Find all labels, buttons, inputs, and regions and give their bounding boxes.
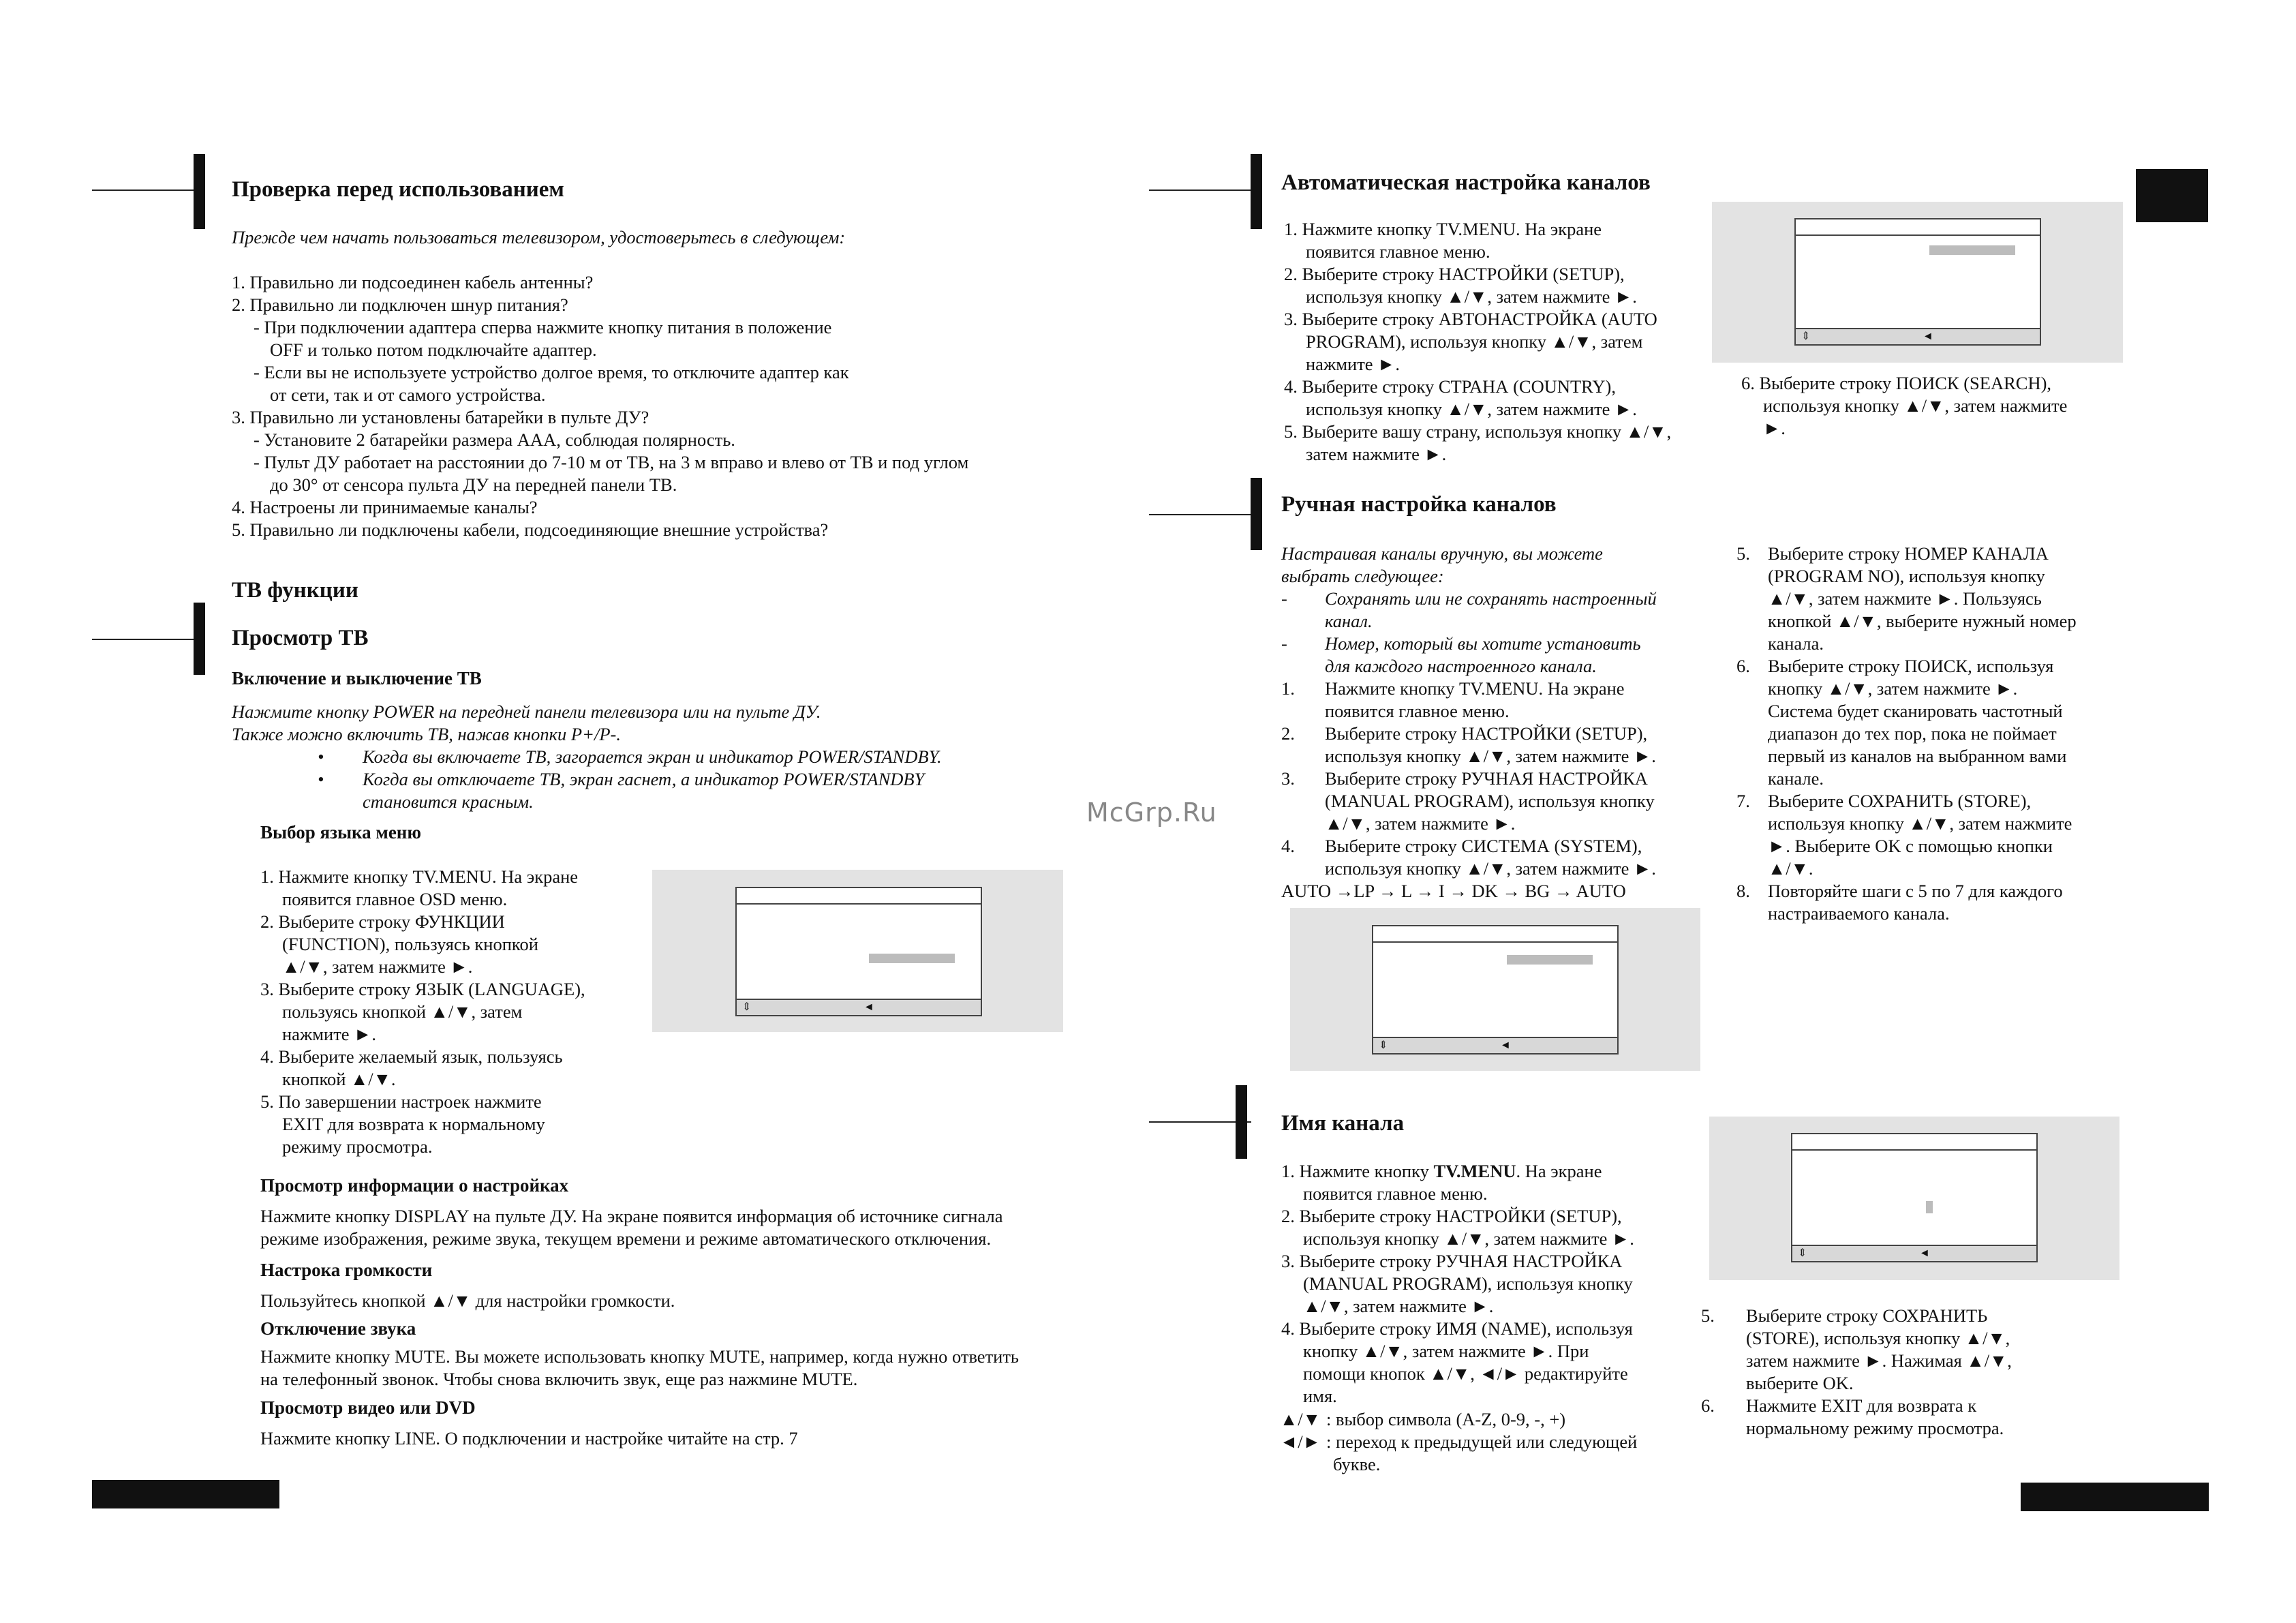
list-item <box>1281 610 1717 633</box>
list-item-text: для каждого настроенного канала. <box>1325 656 1597 676</box>
left-header-bar-1 <box>194 154 205 229</box>
text-line: нажмите ►. <box>1306 354 1400 374</box>
name-steps <box>1281 1183 1717 1408</box>
auto-steps <box>1284 218 1720 466</box>
menu-highlight <box>869 954 955 963</box>
text-line: ►. <box>1763 418 1786 438</box>
manual-intro-2: выбрать следующее: <box>1281 566 1444 586</box>
manual-steps <box>1281 588 1717 880</box>
view-title: Просмотр ТВ <box>232 626 369 650</box>
video-line-1: Нажмите кнопку LINE. О подключении и настройке читайте на стр. 7 <box>260 1428 798 1448</box>
text-line: нажмите ►. <box>282 1024 377 1044</box>
list-item <box>1736 790 2173 813</box>
updown-icon: ⇕ <box>1798 1247 1807 1259</box>
menu-title-bar <box>737 888 981 905</box>
list-item-number: 1. <box>1281 678 1295 699</box>
list-item <box>1281 700 1717 723</box>
list-item-text: первый из каналов на выбранном вами <box>1768 746 2067 766</box>
text-line: режиму просмотра. <box>282 1136 433 1157</box>
list-item-number: - <box>1281 633 1287 654</box>
list-item <box>1736 543 2173 565</box>
list-item-text: Выберите строку ПОИСК, используя <box>1768 656 2054 676</box>
mute-line-1: Нажмите кнопку MUTE. Вы можете использовать кнопку MUTE, например, когда нужно ответить <box>260 1346 1019 1367</box>
list-item <box>1701 1417 2137 1440</box>
list-item-text: Нажмите кнопку TV.MENU. На экране <box>1325 678 1625 699</box>
list-item-text: Выберите строку НАСТРОЙКИ (SETUP), <box>1325 723 1648 744</box>
text-line: EXIT для возврата к нормальному <box>282 1114 545 1134</box>
text-line: кнопкой ▲/▼. <box>282 1069 396 1089</box>
text-line: появится главное OSD меню. <box>282 889 508 909</box>
list-item-number <box>1281 745 1325 768</box>
info-line-2: режиме изображения, режиме звука, текущем времени и режиме автоматического отключения. <box>260 1228 992 1249</box>
list-item <box>1701 1327 2137 1350</box>
mute-title: Отключение звука <box>260 1318 416 1339</box>
updown-icon: ⇕ <box>1801 331 1811 342</box>
info-title: Просмотр информации о настройках <box>260 1175 569 1196</box>
text-line: - При подключении адаптера сперва нажмите кнопку питания в положение <box>254 317 832 337</box>
list-item <box>1281 633 1717 655</box>
list-item-text: канала. <box>1768 633 1824 654</box>
onoff-line-2: Также можно включить ТВ, нажав кнопки P+/P-. <box>232 724 621 744</box>
list-item-text: затем нажмите ►. Нажимая ▲/▼, <box>1746 1350 2012 1371</box>
list-item-number <box>1736 678 1768 700</box>
list-item-number: 2. <box>1281 723 1295 744</box>
list-item-number <box>1736 723 1768 745</box>
check-intro: Прежде чем начать пользоваться телевизором, удостоверьтесь в следующем: <box>232 227 846 247</box>
menu-footer <box>1792 1245 2036 1261</box>
text-line: пользуясь кнопкой ▲/▼, затем <box>282 1001 523 1022</box>
list-item-number <box>1701 1417 1746 1440</box>
list-item-text: ▲/▼, затем нажмите ►. Пользуясь <box>1768 588 2042 609</box>
text-line: 1. Правильно ли подсоединен кабель антенны? <box>232 272 594 292</box>
language-title: Выбор языка меню <box>260 822 421 843</box>
list-item-number <box>1281 813 1325 835</box>
info-line-1: Нажмите кнопку DISPLAY на пульте ДУ. На экране появится информация об источнике сигнала <box>260 1206 1003 1226</box>
text-line: 3. Правильно ли установлены батарейки в пульте ДУ? <box>232 407 649 427</box>
menu-highlight <box>1507 955 1593 965</box>
right-header-rule-1 <box>1149 189 1251 191</box>
text-line: до 30° от сенсора пульта ДУ на передней панели ТВ. <box>270 474 677 495</box>
name-steps-right <box>1701 1305 2137 1440</box>
list-item-number: 4. <box>1281 836 1295 856</box>
list-item <box>1281 835 1717 858</box>
volume-line-1: Пользуйтесь кнопкой ▲/▼ для настройки громкости. <box>260 1290 675 1311</box>
text-line: затем нажмите ►. <box>1306 444 1447 464</box>
list-item <box>1736 700 2173 723</box>
list-item-text: Повторяйте шаги с 5 по 7 для каждого <box>1768 881 2063 901</box>
left-header-rule-1 <box>92 189 194 191</box>
right-header-bar-3 <box>1236 1085 1247 1159</box>
list-item <box>1281 858 1717 880</box>
list-item <box>1736 565 2173 588</box>
list-item-number <box>1701 1327 1746 1350</box>
list-item <box>1701 1305 2137 1327</box>
list-item <box>1281 745 1717 768</box>
list-item-text: кнопкой ▲/▼, выберите нужный номер <box>1768 611 2077 631</box>
list-item <box>1736 655 2173 678</box>
list-item-text: (STORE), используя кнопку ▲/▼, <box>1746 1328 2010 1348</box>
list-item <box>1281 723 1717 745</box>
list-item-number <box>1281 655 1325 678</box>
left-arrow-icon: ◄ <box>1500 1040 1511 1051</box>
check-title: Проверка перед использованием <box>232 177 564 202</box>
text-line: - Если вы не используете устройство долгое время, то отключите адаптер как <box>254 362 849 382</box>
text-line: 1. Нажмите кнопку TV.MENU. На экране <box>260 866 579 887</box>
menu-screen <box>1791 1133 2038 1262</box>
list-item-number <box>1736 588 1768 610</box>
list-item <box>1736 902 2173 925</box>
volume-title: Настрока громкости <box>260 1260 433 1280</box>
auto-title: Автоматическая настройка каналов <box>1281 170 1651 195</box>
left-arrow-icon: ◄ <box>1919 1247 1930 1259</box>
list-item-number: 8. <box>1736 881 1750 901</box>
right-header-rule-2 <box>1149 514 1251 515</box>
list-item <box>1736 813 2173 835</box>
menu-cursor <box>1926 1201 1933 1213</box>
menu-title-bar <box>1373 926 1617 943</box>
text-line: имя. <box>1303 1386 1337 1406</box>
menu-illustration-name <box>1709 1117 2119 1280</box>
text-line: 5. Выберите вашу страну, используя кнопку ▲/▼, <box>1284 421 1672 442</box>
list-item <box>1701 1372 2137 1395</box>
list-item-text: Система будет сканировать частотный <box>1768 701 2063 721</box>
menu-footer <box>1796 328 2040 344</box>
right-footer-block <box>2021 1483 2209 1511</box>
list-item <box>1281 655 1717 678</box>
list-item <box>1736 588 2173 610</box>
onoff-bullet-dot-1: • <box>318 746 324 767</box>
manual-intro-1: Настраивая каналы вручную, вы можете <box>1281 543 1603 564</box>
list-item-text: выберите OK. <box>1746 1373 1854 1393</box>
menu-title-bar <box>1796 219 2040 236</box>
list-item <box>1736 633 2173 655</box>
manual-title: Ручная настройка каналов <box>1281 492 1557 517</box>
name-step-1-pre: 1. Нажмите кнопку <box>1281 1161 1434 1181</box>
text-line: 2. Выберите строку ФУНКЦИИ <box>260 911 505 932</box>
list-item-number <box>1281 858 1325 880</box>
language-steps <box>260 866 642 1158</box>
text-line: появится главное меню. <box>1303 1183 1488 1204</box>
list-item-text: Выберите строку НОМЕР КАНАЛА <box>1768 543 2049 564</box>
text-line: 4. Выберите желаемый язык, пользуясь <box>260 1046 563 1067</box>
text-line: помощи кнопок ▲/▼, ◄/► редактируйте <box>1303 1363 1628 1384</box>
menu-footer <box>1373 1037 1617 1053</box>
text-line: 1. Нажмите кнопку TV.MENU. На экране <box>1284 219 1602 239</box>
list-item-number: 7. <box>1736 791 1750 811</box>
list-item-number <box>1281 610 1325 633</box>
list-item-number <box>1736 858 1768 880</box>
list-item-text: используя кнопку ▲/▼, затем нажмите <box>1768 813 2072 834</box>
list-item-number: 6. <box>1736 656 1750 676</box>
list-item-number: 3. <box>1281 768 1295 789</box>
list-item-text: нормальному режиму просмотра. <box>1746 1418 2004 1438</box>
list-item-text: ►. Выберите OK с помощью кнопки <box>1768 836 2053 856</box>
list-item <box>1701 1395 2137 1417</box>
list-item-text: появится главное меню. <box>1325 701 1510 721</box>
list-item-number <box>1736 768 1768 790</box>
text-line: 3. Выберите строку АВТОНАСТРОЙКА (AUTO <box>1284 309 1657 329</box>
list-item-number <box>1736 835 1768 858</box>
list-item <box>1736 610 2173 633</box>
text-line: 3. Выберите строку ЯЗЫК (LANGUAGE), <box>260 979 585 999</box>
text-line: 4. Выберите строку ИМЯ (NAME), используя <box>1281 1318 1633 1339</box>
name-title: Имя канала <box>1281 1111 1405 1136</box>
left-arrow-icon: ◄ <box>863 1001 874 1013</box>
manual-steps-right <box>1736 543 2173 925</box>
list-item <box>1736 835 2173 858</box>
text-line: от сети, так и от самого устройства. <box>270 384 546 405</box>
menu-title-bar <box>1792 1134 2036 1151</box>
list-item-number <box>1701 1350 1746 1372</box>
list-item-text: кнопку ▲/▼, затем нажмите ►. <box>1768 678 2018 699</box>
onoff-bullet-2b: становится красным. <box>363 791 534 812</box>
list-item-number <box>1736 700 1768 723</box>
text-line: используя кнопку ▲/▼, затем нажмите ►. <box>1303 1228 1634 1249</box>
text-line: OFF и только потом подключайте адаптер. <box>270 339 597 360</box>
left-header-rule-2 <box>92 639 194 640</box>
menu-illustration-language <box>652 870 1063 1032</box>
text-line: - Установите 2 батарейки размера AAA, соблюдая полярность. <box>254 429 735 450</box>
text-line: используя кнопку ▲/▼, затем нажмите ►. <box>1306 399 1637 419</box>
list-item <box>1736 678 2173 700</box>
list-item-text: ▲/▼, затем нажмите ►. <box>1325 813 1516 834</box>
list-item-number: 6. <box>1701 1395 1715 1416</box>
menu-footer <box>737 999 981 1015</box>
list-item-number <box>1281 790 1325 813</box>
text-line: 2. Правильно ли подключен шнур питания? <box>232 294 568 315</box>
updown-icon: ⇕ <box>742 1001 752 1013</box>
list-item <box>1736 768 2173 790</box>
list-item <box>1736 880 2173 902</box>
check-list <box>232 271 1118 541</box>
list-item-text: канал. <box>1325 611 1373 631</box>
list-item-number <box>1736 813 1768 835</box>
menu-illustration-manual <box>1290 908 1700 1071</box>
name-key-2: ◄/► <box>1280 1431 1321 1452</box>
list-item-text: настраиваемого канала. <box>1768 903 1950 924</box>
right-header-bar-1 <box>1251 154 1262 229</box>
name-key-2-desc-2: букве. <box>1333 1454 1381 1474</box>
right-corner-tab <box>2136 169 2208 222</box>
list-item-number <box>1736 633 1768 655</box>
text-line: 6. Выберите строку ПОИСК (SEARCH), <box>1741 373 2052 393</box>
text-line: появится главное меню. <box>1306 241 1490 262</box>
menu-screen <box>1372 925 1619 1055</box>
list-item-text: ▲/▼. <box>1768 858 1813 879</box>
right-header-bar-2 <box>1251 478 1262 550</box>
text-line: используя кнопку ▲/▼, затем нажмите ►. <box>1306 286 1637 307</box>
list-item <box>1281 588 1717 610</box>
text-line: 3. Выберите строку РУЧНАЯ НАСТРОЙКА <box>1281 1251 1623 1271</box>
menu-screen <box>1794 218 2041 346</box>
list-item-number: - <box>1281 588 1287 609</box>
left-header-bar-2 <box>194 603 205 675</box>
onoff-bullet-2a: Когда вы отключаете ТВ, экран гаснет, а индикатор POWER/STANDBY <box>363 769 925 789</box>
onoff-line-1: Нажмите кнопку POWER на передней панели телевизора или на пульте ДУ. <box>232 701 821 722</box>
list-item-number <box>1736 745 1768 768</box>
text-line: 5. По завершении настроек нажмите <box>260 1091 542 1112</box>
list-item-text: Выберите СОХРАНИТЬ (STORE), <box>1768 791 2032 811</box>
text-line: 5. Правильно ли подключены кабели, подсоединяющие внешние устройства? <box>232 519 829 540</box>
list-item-text: диапазон до тех пор, пока не поймает <box>1768 723 2057 744</box>
name-key-1: ▲/▼ <box>1280 1409 1321 1429</box>
menu-screen <box>735 887 982 1016</box>
menu-illustration-auto <box>1712 202 2123 363</box>
text-line: ▲/▼, затем нажмите ►. <box>282 956 473 977</box>
list-item-text: Номер, который вы хотите установить <box>1325 633 1641 654</box>
list-item-text: Выберите строку РУЧНАЯ НАСТРОЙКА <box>1325 768 1648 789</box>
auto-step-6 <box>1741 372 2150 440</box>
list-item-number: 5. <box>1736 543 1750 564</box>
updown-icon: ⇕ <box>1379 1040 1388 1051</box>
list-item-number <box>1736 610 1768 633</box>
left-footer-block <box>92 1480 279 1508</box>
list-item-text: Сохранять или не сохранять настроенный <box>1325 588 1657 609</box>
manual-system-sequence: AUTO →LP → L → I → DK → BG → AUTO <box>1281 881 1626 901</box>
text-line: PROGRAM), используя кнопку ▲/▼, затем <box>1306 331 1643 352</box>
list-item-text: (MANUAL PROGRAM), используя кнопку <box>1325 791 1655 811</box>
text-line: (MANUAL PROGRAM), используя кнопку <box>1303 1273 1633 1294</box>
text-line: ▲/▼, затем нажмите ►. <box>1303 1296 1494 1316</box>
list-item-number <box>1736 902 1768 925</box>
menu-highlight <box>1929 245 2015 255</box>
onoff-title: Включение и выключение ТВ <box>232 668 482 688</box>
list-item <box>1736 858 2173 880</box>
text-line: (FUNCTION), пользуясь кнопкой <box>282 934 538 954</box>
onoff-bullet-1: Когда вы включаете ТВ, загорается экран и индикатор POWER/STANDBY. <box>363 746 942 767</box>
list-item <box>1281 790 1717 813</box>
list-item-number: 5. <box>1701 1305 1715 1326</box>
text-line: используя кнопку ▲/▼, затем нажмите <box>1763 395 2068 416</box>
functions-title: ТВ функции <box>232 578 358 603</box>
mute-line-2: на телефонный звонок. Чтобы снова включить звук, еще раз нажмине MUTE. <box>260 1369 858 1389</box>
list-item <box>1281 813 1717 835</box>
list-item-text: Выберите строку СИСТЕМА (SYSTEM), <box>1325 836 1642 856</box>
text-line: 2. Выберите строку НАСТРОЙКИ (SETUP), <box>1281 1206 1622 1226</box>
list-item-number <box>1281 700 1325 723</box>
list-item-text: (PROGRAM NO), используя кнопку <box>1768 566 2045 586</box>
watermark: McGrp.Ru <box>1086 798 1217 828</box>
list-item-text: канале. <box>1768 768 1824 789</box>
name-step-1 <box>1281 1160 1602 1183</box>
list-item-text: используя кнопку ▲/▼, затем нажмите ►. <box>1325 746 1656 766</box>
text-line: 4. Выберите строку СТРАНА (COUNTRY), <box>1284 376 1616 397</box>
list-item <box>1736 723 2173 745</box>
name-step-1-key: TV.MENU <box>1433 1161 1516 1181</box>
list-item-number <box>1701 1372 1746 1395</box>
text-line: - Пульт ДУ работает на расстоянии до 7-10 м от ТВ, на 3 м вправо и влево от ТВ и под углом <box>254 452 969 472</box>
list-item-text: Выберите строку СОХРАНИТЬ <box>1746 1305 1988 1326</box>
list-item-text: Нажмите EXIT для возврата к <box>1746 1395 1977 1416</box>
text-line: 4. Настроены ли принимаемые каналы? <box>232 497 538 517</box>
text-line: кнопку ▲/▼, затем нажмите ►. При <box>1303 1341 1589 1361</box>
list-item-text: используя кнопку ▲/▼, затем нажмите ►. <box>1325 858 1656 879</box>
name-step-1-post: . На экране <box>1516 1161 1602 1181</box>
text-line: 2. Выберите строку НАСТРОЙКИ (SETUP), <box>1284 264 1625 284</box>
name-key-2-desc-1: : переход к предыдущей или следующей <box>1326 1431 1638 1452</box>
list-item <box>1736 745 2173 768</box>
onoff-bullet-dot-2: • <box>318 769 324 789</box>
list-item-number <box>1736 565 1768 588</box>
name-key-1-desc: : выбор символа (A-Z, 0-9, -, +) <box>1326 1409 1566 1429</box>
list-item <box>1281 678 1717 700</box>
list-item <box>1701 1350 2137 1372</box>
list-item <box>1281 768 1717 790</box>
video-title: Просмотр видео или DVD <box>260 1397 476 1418</box>
left-arrow-icon: ◄ <box>1923 331 1933 342</box>
